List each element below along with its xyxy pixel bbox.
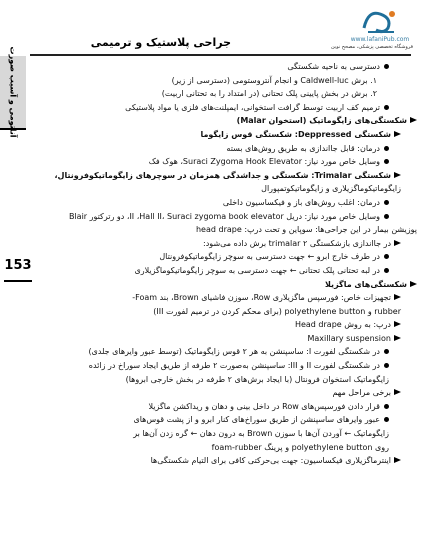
text-line xyxy=(38,60,417,74)
text-line xyxy=(38,413,417,427)
text-line-content: درمان: قابل جاانداز‌ی به طریق روش‌های بسته xyxy=(226,143,380,153)
text-line xyxy=(38,264,417,278)
page-content xyxy=(38,60,417,468)
text-line-content: زایگوماتیک استخوان فرونتال (با ایجاد برش‌های ۲ طرفه در بخش خارجی ابروها) xyxy=(125,374,389,384)
dot-bullet-icon xyxy=(384,363,389,368)
side-tab xyxy=(0,46,26,138)
text-line xyxy=(38,332,417,346)
text-line xyxy=(38,74,417,88)
text-line xyxy=(38,386,417,400)
text-line xyxy=(38,427,417,441)
text-line-content: پوزیشن بیمار در این جراحی‌ها: سوپاین و تحت درپ: head drape xyxy=(195,225,417,235)
arrow-bullet-icon xyxy=(410,281,417,287)
dot-bullet-icon xyxy=(384,146,389,151)
text-line-content: Maxillary suspension xyxy=(307,333,391,343)
arrow-bullet-icon xyxy=(394,294,401,300)
text-line-content: در طرف خارج ابرو ← جهت دسترسی به سوچر زایگوماتیکوفرونتال xyxy=(159,252,380,262)
arrow-bullet-icon xyxy=(394,389,401,395)
text-line xyxy=(38,400,417,414)
text-line-content: rubber و polyethylene button (برای محکم کردن در ترمیم لفورت III) xyxy=(153,306,401,316)
text-line xyxy=(38,155,417,169)
arrow-bullet-icon xyxy=(394,335,401,341)
text-line xyxy=(38,305,417,319)
arrow-bullet-icon xyxy=(394,457,401,463)
dot-bullet-icon xyxy=(384,268,389,273)
text-line-content: برخی مراحل مهم xyxy=(332,388,391,398)
arrow-bullet-icon xyxy=(394,131,401,137)
text-line xyxy=(38,101,417,115)
arrow-bullet-icon xyxy=(410,117,417,123)
header-divider xyxy=(30,54,411,56)
text-line-content: در شکستگی لفورت I: ساسپنشن به هر ۲ قوس زایگوماتیک (توسط عبور وایرهای جلدی) xyxy=(88,347,380,357)
arrow-bullet-icon xyxy=(394,240,401,246)
text-line-content: ۱. برش Caldwell-luc و انجام آنتروستومی (دسترسی از زیر) xyxy=(171,75,377,85)
text-line xyxy=(38,237,417,251)
arrow-bullet-icon xyxy=(394,321,401,327)
text-line xyxy=(38,169,417,183)
dot-bullet-icon xyxy=(384,254,389,259)
text-line-content: دسترسی به ناحیه شکستگی xyxy=(287,62,380,71)
text-line-content: شکستگی‌های زایگوماتیک (استخوان Malar) xyxy=(236,116,407,126)
text-line xyxy=(38,454,417,468)
text-line-content: وسایل خاص مورد نیاز: Suraci Zygoma Hook Elevator، هوک فک xyxy=(148,157,380,167)
text-line-content: در لبه تحتانی پلک تحتانی ← جهت دسترسی به سوچر زایگوماتیکوماگزیلاری xyxy=(134,265,380,275)
dot-bullet-icon xyxy=(384,214,389,219)
text-line-content: در جااندازی بازشکستگی trimalar ۲ برش داده می‌شود: xyxy=(203,238,391,248)
text-line-content: ترمیم کف اربیت توسط گرافت استخوانی، ایمپلنت‌های فلزی یا مواد پلاستیکی xyxy=(125,102,380,112)
dot-bullet-icon xyxy=(384,349,389,354)
side-tab-label: آناتومی و آسیب صورت xyxy=(8,46,18,138)
text-line xyxy=(38,87,417,101)
text-line-content: وسایل خاص مورد نیاز: دریل II ،Hall II، Suraci zygoma book elevator، دو رترکتور Blair xyxy=(68,211,380,221)
text-line xyxy=(38,441,417,455)
text-line-content: شکستگی Deppressed: شکستگی قوس زایگوما xyxy=(200,129,391,139)
text-line-content: ۲. برش در بخش پایینی پلک تحتانی (در امتداد را به تحتانی اربیت) xyxy=(161,89,377,99)
dot-bullet-icon xyxy=(384,200,389,205)
publisher-logo-icon xyxy=(358,6,402,36)
text-line xyxy=(38,128,417,142)
dot-bullet-icon xyxy=(384,64,389,69)
text-line xyxy=(38,196,417,210)
chapter-title: جراحی پلاستیک و ترمیمی xyxy=(90,36,231,49)
dot-bullet-icon xyxy=(384,417,389,422)
text-line-content: تجهیزات خاص: فورسپس ماگزیلاری Row، سوزن فاشیای Brown، بند Foam- xyxy=(132,293,391,303)
publisher-tagline: فروشگاه تخصصی پزشکی، مصحح نوین xyxy=(331,44,413,50)
text-line xyxy=(38,373,417,387)
text-line xyxy=(38,291,417,305)
text-line-content: شکستگی‌های ماگزیلا xyxy=(324,279,407,289)
text-line-content: قرار دادن فورسپس‌های Row در داخل بینی و دهان و ریداکشن ماگزیلا xyxy=(148,401,380,411)
page-number: 153 xyxy=(4,258,32,282)
text-line xyxy=(38,114,417,128)
text-line-content: درمان: اغلب روش‌های باز و فیکساسیون داخلی xyxy=(222,197,380,207)
text-line xyxy=(38,142,417,156)
text-line-content: زایگوماتیکوماگزیلاری و زایگوماتیکوتمپورال xyxy=(261,184,401,194)
dot-bullet-icon xyxy=(384,105,389,110)
text-line-content: درپ: به روش Head drape xyxy=(294,320,391,330)
text-line-content: اینترماگزیلاری فیکساسیون: جهت بی‌حرکتی کافی برای التیام شکستگی‌ها xyxy=(150,456,391,466)
text-line-content: روی polyethylene button و پرینگ foam-rubber xyxy=(211,442,389,452)
text-line xyxy=(38,182,417,196)
text-line xyxy=(38,250,417,264)
dot-bullet-icon xyxy=(384,159,389,164)
dot-bullet-icon xyxy=(384,404,389,409)
text-line xyxy=(38,210,417,224)
text-line-content: زایگوماتیک ← آوردن آن‌ها با سوزن Brown به درون دهان ← گره زدن آن‌ها بر xyxy=(133,429,389,439)
text-line xyxy=(38,345,417,359)
text-line-content: در شکستگی لفورت II و III: ساسپنشن به‌صورت ۲ طرفه از طریق ایجاد سوراخ در زائده xyxy=(88,361,380,371)
text-line xyxy=(38,223,417,237)
text-line xyxy=(38,318,417,332)
text-line xyxy=(38,359,417,373)
publisher-logo xyxy=(331,6,413,66)
text-line-content: شکستگی Trimalar: شکستگی و جداشدگی همزمان در سوچرهای زایگوماتیکوفرونتال، xyxy=(54,170,391,180)
text-line xyxy=(38,278,417,292)
text-line-content: عبور وایرهای ساسپنشن از طریق سوراخ‌های کنار ابرو و از پشت قوس‌های xyxy=(133,415,380,425)
publisher-website: www.lafaniPub.com xyxy=(350,36,410,43)
arrow-bullet-icon xyxy=(394,172,401,178)
